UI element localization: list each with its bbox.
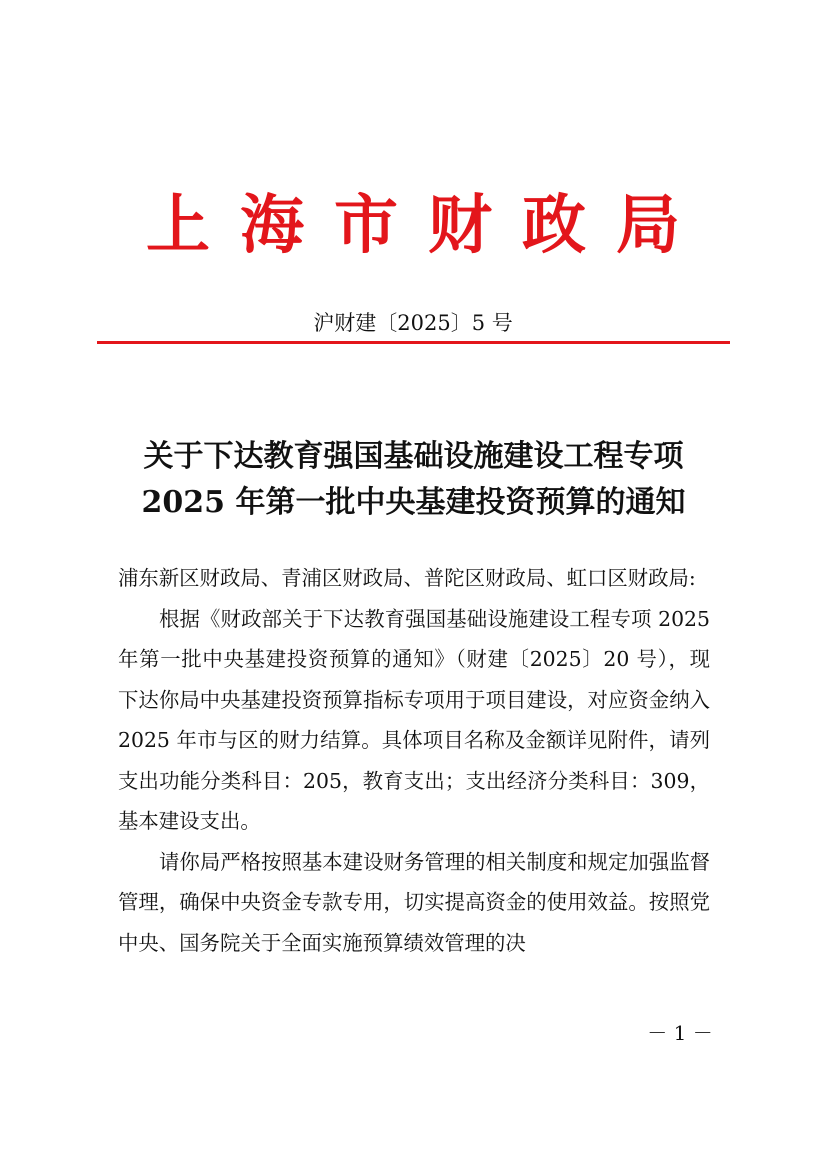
addressee: 浦东新区财政局、青浦区财政局、普陀区财政局、虹口区财政局: (118, 566, 696, 590)
notice-title-line-2: 2025 年第一批中央基建投资预算的通知 (141, 485, 686, 520)
page-number: － 1 － (647, 1021, 713, 1045)
paragraph-1: 根据《财政部关于下达教育强国基础设施建设工程专项 2025 年第一批中央基建投资预算的通知》（财建〔2025〕20 号），现下达你局中央基建投资预算指标专项用于项目建设，对应资金纳入 2025 年市与区的财力结算。具体项目名称及金额详见附件，请列支出功能分类科目：205，教育支出；支出经济分类科目：309，基本建设支出。 (118, 606, 710, 833)
document-number: 沪财建〔2025〕5 号 (313, 311, 513, 335)
notice-title-line-1: 关于下达教育强国基础设施建设工程专项 (143, 439, 684, 474)
paragraph-2: 请你局严格按照基本建设财务管理的相关制度和规定加强监督管理，确保中央资金专款专用，切实提高资金的使用效益。按照党中央、国务院关于全面实施预算绩效管理的决 (118, 849, 710, 955)
red-divider-line (97, 341, 730, 344)
letterhead-title: 上海市财政局 (146, 188, 710, 263)
notice-title (97, 434, 730, 526)
document-body (118, 558, 710, 963)
